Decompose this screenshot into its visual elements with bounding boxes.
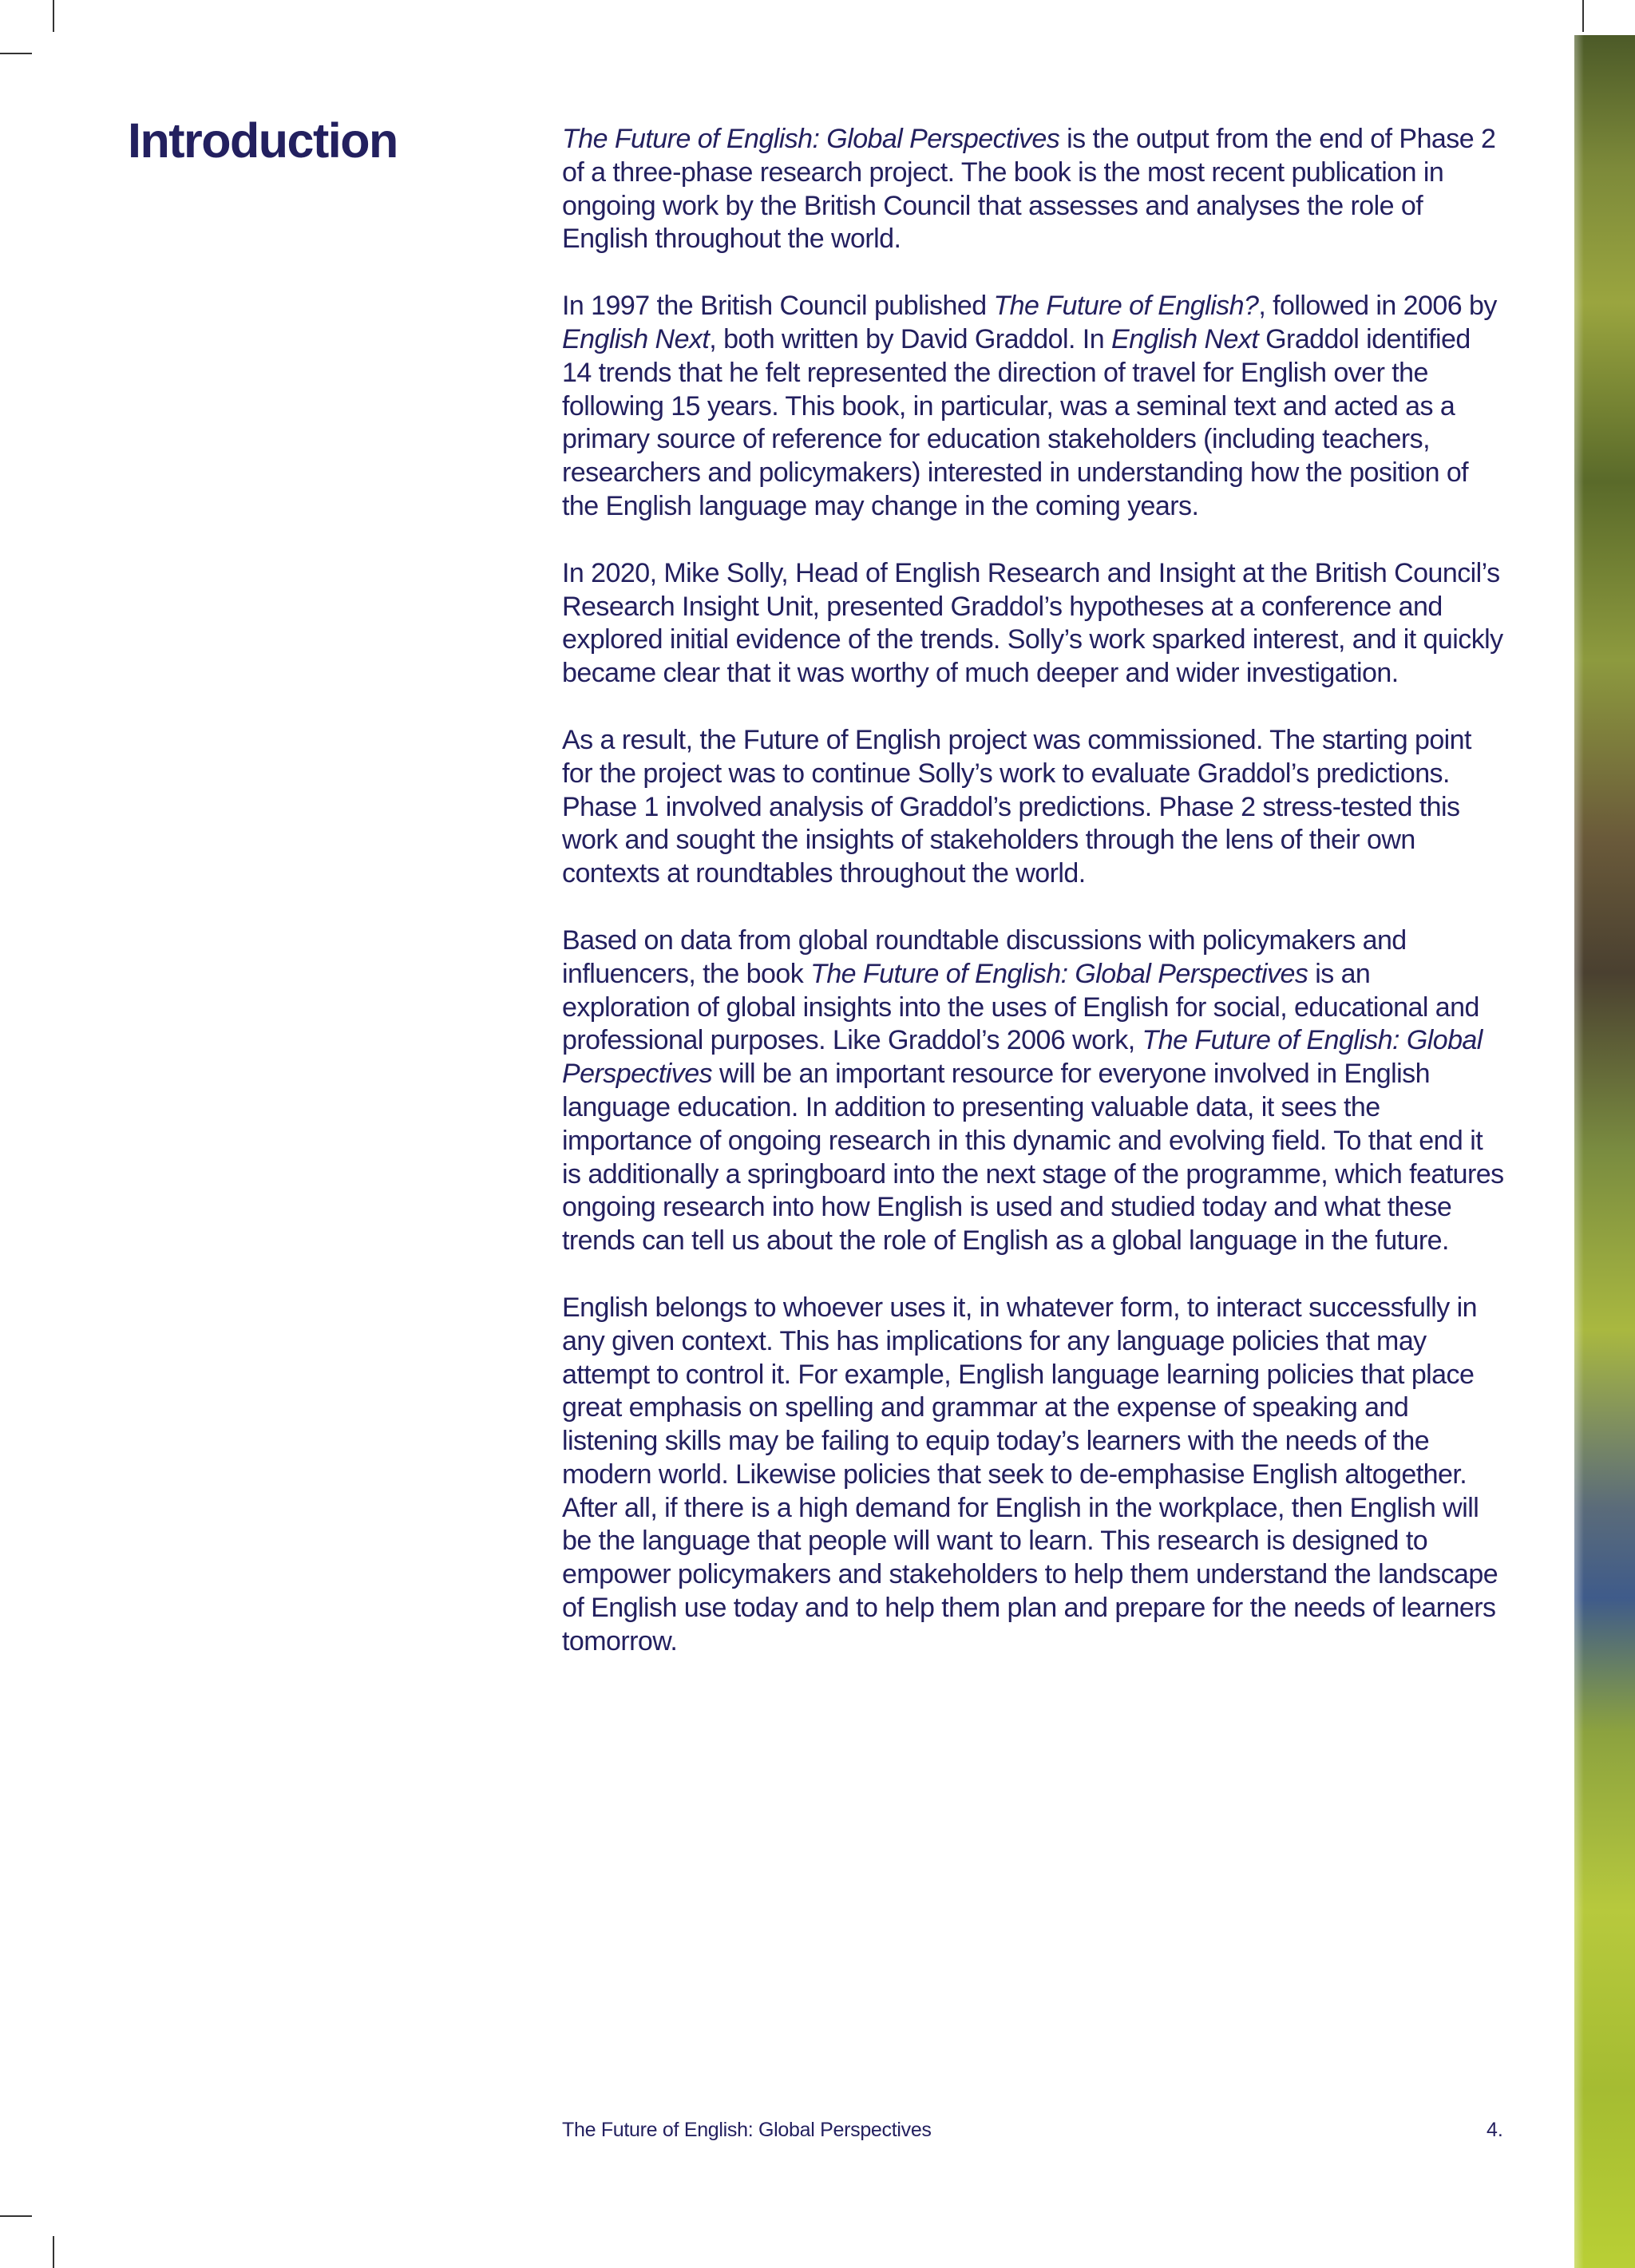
paragraph-2-text-b: , followed in 2006 by	[1258, 291, 1497, 322]
book-title: The Future of English: Global Perspectives	[810, 958, 1308, 989]
footer-publication-title: The Future of English: Global Perspectives	[562, 2119, 932, 2141]
page-number: 4.	[1487, 2119, 1503, 2141]
crop-mark-bottom-left	[53, 2236, 54, 2268]
book-title: The Future of English: Global Perspectives	[562, 124, 1060, 154]
crop-mark-top-left-horizontal	[0, 53, 32, 54]
paragraph-2	[562, 290, 1504, 524]
paragraph-5-text-a: Based on data from global roundtable discussions with policymakers and influencers, the book	[562, 924, 1407, 989]
paragraph-5	[562, 924, 1504, 1258]
crop-mark-bottom-left-horizontal	[0, 2215, 32, 2217]
photo-strip-highlight	[1574, 35, 1584, 2268]
section-heading: Introduction	[128, 113, 398, 168]
paragraph-1-text: is the output from the end of Phase 2 of a three-phase research project. The book is the most recent publication in ongoing work by the British Council that assesses and analyses the role of English throughout the world.	[562, 124, 1496, 255]
paragraph-2-text-d: Graddol identified 14 trends that he felt represented the direction of travel for English over the following 15 years. This book, in particular, was a seminal text and acted as a primary source of reference for education stakeholders (including teachers, researchers and policymakers) interested in understanding how the position of the English language may change in the coming years.	[562, 323, 1471, 521]
book-title: English Next	[1110, 323, 1259, 354]
paragraph-6: English belongs to whoever uses it, in whatever form, to interact successfully in any given context. This has implications for any language policies that may attempt to control it. For example, English language learning policies that place great emphasis on spelling and grammar at the expense of speaking and listening skills may be failing to equip today’s learners with the needs of the modern world. Likewise policies that seek to de-emphasise English altogether. After all, if there is a high demand for English in the workplace, then English will be the language that people will want to learn. This research is designed to empower policymakers and stakeholders to help them understand the landscape of English use today and to help them plan and prepare for the needs of learners tomorrow.	[562, 1292, 1498, 1656]
book-title: The Future of English?	[993, 291, 1259, 322]
paragraph-4: As a result, the Future of English project was commissioned. The starting point for the project was to continue Solly’s work to evaluate Graddol’s predictions. Phase 1 involved analysis of Graddol’s predictions. Phase 2 stress-tested this work and sought the insights of stakeholders through the lens of their own contexts at roundtables throughout the world.	[562, 724, 1471, 889]
crop-mark-top-left	[53, 0, 54, 32]
crop-mark-top-right	[1582, 0, 1584, 32]
book-title: The Future of English: Global Perspectives	[562, 1025, 1483, 1090]
paragraph-5-text-c: will be an important resource for everyone involved in English language education. In addition to presenting valuable data, it sees the importance of ongoing research in this dynamic and evolving field. To that end it is additionally a springboard into the next stage of the programme, which features ongoing research into how English is used and studied today and what these trends can tell us about the role of English as a global language in the future.	[562, 1059, 1504, 1257]
paragraph-3: In 2020, Mike Solly, Head of English Research and Insight at the British Council’s Research Insight Unit, presented Graddol’s hypotheses at a conference and explored initial evidence of the trends. Solly’s work sparked interest, and it quickly became clear that it was worthy of much deeper and wider investigation.	[562, 557, 1503, 689]
paragraph-2-text-c: , both written by David Graddol. In	[709, 323, 1111, 354]
book-title: English Next	[562, 323, 710, 354]
paragraph-5-text-b: is an exploration of global insights into the uses of English for social, educational and professional purposes. Like Graddol’s 2006 work,	[562, 958, 1479, 1056]
paragraph-2-text-a: In 1997 the British Council published	[562, 291, 994, 322]
body-text	[562, 123, 1504, 1692]
paragraph-1	[562, 123, 1504, 256]
